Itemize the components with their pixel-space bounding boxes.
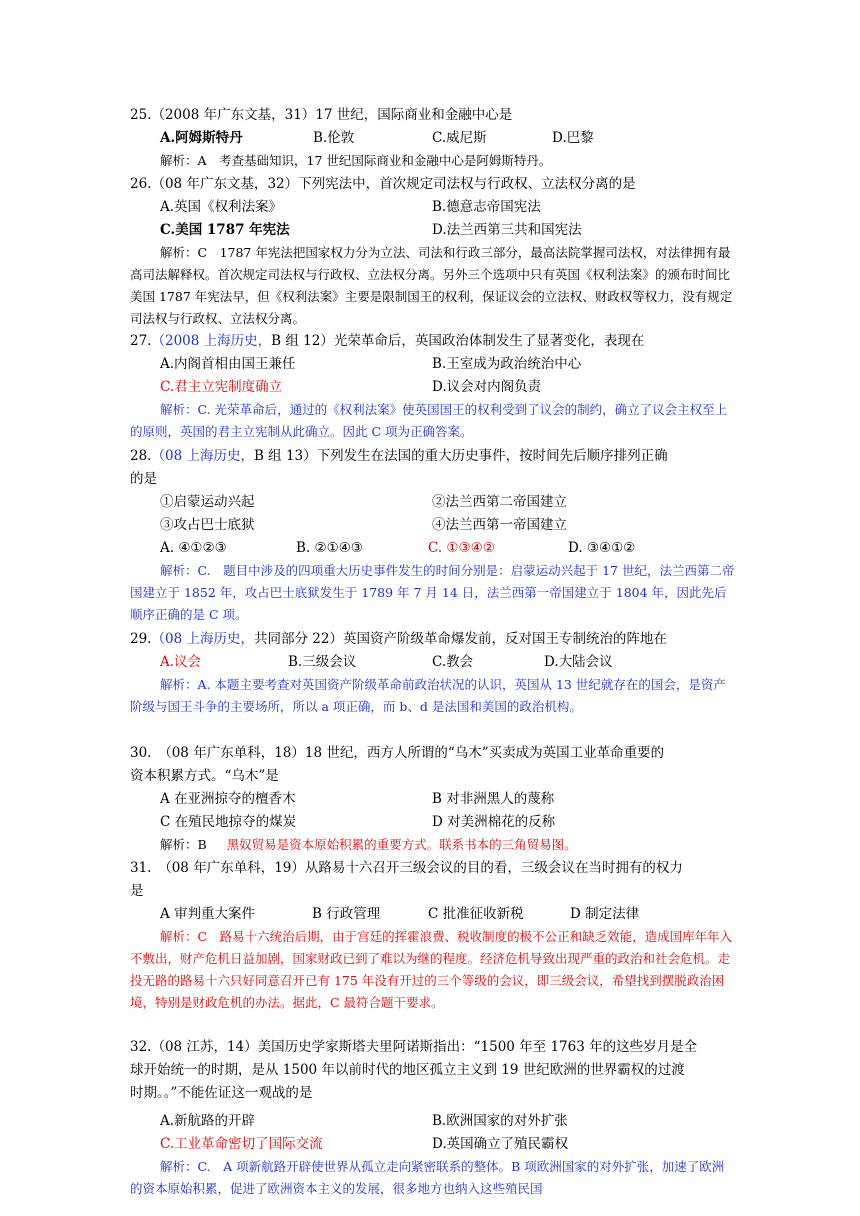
q27-stem — [130, 330, 735, 352]
q32-stem: 32.（08 江苏，14）美国历史学家斯塔夫里阿诺斯指出：“1500 年至 1763 年的这些岁月是全 — [130, 1039, 698, 1055]
q25-option-b: B.伦敦 — [313, 130, 355, 146]
q27-option-a: A.内阁首相由国王兼任 — [160, 356, 296, 372]
q25-option-c: C.威尼斯 — [432, 130, 487, 146]
q30-explanation-text: 黑奴贸易是资本原始积累的重要方式。联系书本的三角贸易图。 — [226, 837, 577, 852]
q29-number: 29. — [130, 631, 152, 647]
q29-option-c: C.教会 — [432, 654, 474, 670]
q28-option-d: D. ③④①② — [568, 540, 636, 556]
q31-option-a: A 审判重大案件 — [160, 906, 256, 922]
q27-source: （2008 上海历史， — [151, 333, 272, 349]
q25-explanation: 解析：A 考查基础知识，17 世纪国际商业和金融中心是阿姆斯特丹。 — [160, 153, 552, 168]
q28-option-b: B. ②①④③ — [296, 540, 363, 556]
q29-stem-text: 共同部分 22）英国资产阶级革命爆发前，反对国王专制统治的阵地在 — [253, 631, 667, 647]
q29-stem — [130, 628, 735, 650]
q26-option-b: B.德意志帝国宪法 — [432, 199, 541, 215]
q26-option-c: C.美国 1787 年宪法 — [160, 222, 290, 238]
q30-explanation — [160, 834, 765, 856]
q28-stem-text: B 组 13）下列发生在法国的重大历史事件，按时间先后顺序排列正确 — [253, 448, 668, 464]
q32-stem-cont2: 时期。。”不能佐证这一观战的是 — [130, 1085, 313, 1101]
q29-explanation: 解析：A. 本题主要考查对英国资产阶级革命前政治状况的认识，英国从 13 世纪就存在的国会，是资产阶级与国王斗争的主要场所，所以 a 项正确，而 b、d 是法国和美国的政治机构。 — [130, 677, 726, 714]
q29-option-d: D.大陆会议 — [544, 654, 613, 670]
q28-option-c: C. ①③④② — [428, 540, 495, 556]
q30-stem: 30. （08 年广东单科，18）18 世纪，西方人所谓的“乌木”买卖成为英国工业革命重要的 — [130, 745, 665, 761]
q31-stem: 31. （08 年广东单科，19）从路易十六召开三级会议的目的看，三级会议在当时拥有的权力 — [130, 860, 683, 876]
q29-option-b: B.三级会议 — [288, 654, 357, 670]
q32-option-d: D.英国确立了殖民霸权 — [432, 1136, 569, 1152]
q28-item-2: ②法兰西第二帝国建立 — [432, 494, 567, 510]
q26-option-a: A.英国《权利法案》 — [160, 199, 283, 215]
q32-option-c: C.工业革命密切了国际交流 — [160, 1136, 323, 1152]
q28-option-a: A. ④①②③ — [160, 540, 227, 556]
q27-explanation: 解析：C. 光荣革命后，通过的《权利法案》使英国国王的权利受到了议会的制约，确立了议会主权至上的原则，英国的君主立宪制从此确立。因此 C 项为正确答案。 — [130, 402, 728, 439]
q28-item-4: ④法兰西第一帝国建立 — [432, 517, 567, 533]
q25-option-d: D.巴黎 — [552, 130, 594, 146]
q26-option-d: D.法兰西第三共和国宪法 — [432, 222, 582, 238]
q29-source: （08 上海历史， — [151, 631, 254, 647]
q31-option-c: C 批准征收新税 — [428, 906, 524, 922]
q30-option-a: A 在亚洲掠夺的檀香木 — [160, 791, 296, 807]
q27-option-c: C.君主立宪制度确立 — [160, 379, 283, 395]
q28-stem — [130, 445, 735, 467]
q30-explanation-label: 解析：B — [160, 837, 207, 852]
q30-option-d: D 对美洲棉花的反称 — [432, 814, 556, 830]
q26-stem: 26.（08 年广东文基，32）下列宪法中，首次规定司法权与行政权、立法权分离的是 — [130, 176, 636, 192]
q26-explanation: 解析：C 1787 年宪法把国家权力分为立法、司法和行政三部分，最高法院掌握司法权，对法律拥有最高司法解释权。首次规定司法权与行政权、立法权分离。另外三个选项中只有英国《权利法案》的颁布时间比美国 1787 年宪法早，但《权利法案》主要是限制国王的权利，保证议会的立法权、财政权等权力，没有规定司法权与行政权、立法权分离。 — [130, 245, 733, 326]
q27-option-d: D.议会对内阁负责 — [432, 379, 542, 395]
q31-stem-cont: 是 — [130, 883, 144, 899]
q32-option-a: A.新航路的开辟 — [160, 1113, 256, 1129]
q25-stem: 25.（2008 年广东文基，31）17 世纪，国际商业和金融中心是 — [130, 107, 513, 123]
q27-stem-text: B 组 12）光荣革命后，英国政治体制发生了显著变化，表现在 — [271, 333, 645, 349]
q30-option-b: B 对非洲黑人的蔑称 — [432, 791, 555, 807]
q28-explanation: 解析：C. 题目中涉及的四项重大历史事件发生的时间分别是：启蒙运动兴起于 17 世纪，法兰西第二帝国建立于 1852 年，攻占巴士底狱发生于 1789 年 7 月 14 日，法兰西第一帝国建立于 1804 年，因此先后顺序正确的是 C 项。 — [130, 563, 735, 622]
q32-option-b: B.欧洲国家的对外扩张 — [432, 1113, 568, 1129]
q31-option-b: B 行政管理 — [312, 906, 381, 922]
q27-option-b: B.王室成为政治统治中心 — [432, 356, 582, 372]
q32-stem-cont: 球开始统一的时期，是从 1500 年以前时代的地区孤立主义到 19 世纪欧洲的世界霸权的过渡 — [130, 1062, 685, 1078]
q28-item-3: ③攻占巴士底狱 — [160, 517, 255, 533]
q28-stem-cont: 的是 — [130, 471, 157, 487]
q29-option-a: A.议会 — [160, 654, 202, 670]
q31-option-d: D 制定法律 — [570, 906, 640, 922]
q28-number: 28. — [130, 448, 152, 464]
q25-option-a: A.阿姆斯特丹 — [160, 130, 243, 146]
q30-stem-cont: 资本积累方式。“乌木”是 — [130, 768, 279, 784]
q27-number: 27. — [130, 333, 152, 349]
q30-option-c: C 在殖民地掠夺的煤炭 — [160, 814, 297, 830]
q31-explanation: 解析：C 路易十六统治后期，由于宫廷的挥霍浪费、税收制度的极不公正和缺乏效能，造成国库年年入不敷出，财产危机日益加剧，国家财政已到了难以为继的程度。经济危机导致出现严重的政治和社会危机。走投无路的路易十六只好同意召开已有 175 年没有开过的三个等级的会议，即三级会议，希望找到摆脱政治困境，特别是财政危机的办法。据此，C 最符合题干要求。 — [130, 929, 733, 1010]
q28-source: （08 上海历史， — [151, 448, 254, 464]
q32-explanation: 解析：C. A 项新航路开辟使世界从孤立走向紧密联系的整体。B 项欧洲国家的对外扩张，加速了欧洲的资本原始积累，促进了欧洲资本主义的发展，很多地方也纳入这些殖民国 — [130, 1159, 725, 1196]
q28-item-1: ①启蒙运动兴起 — [160, 494, 255, 510]
